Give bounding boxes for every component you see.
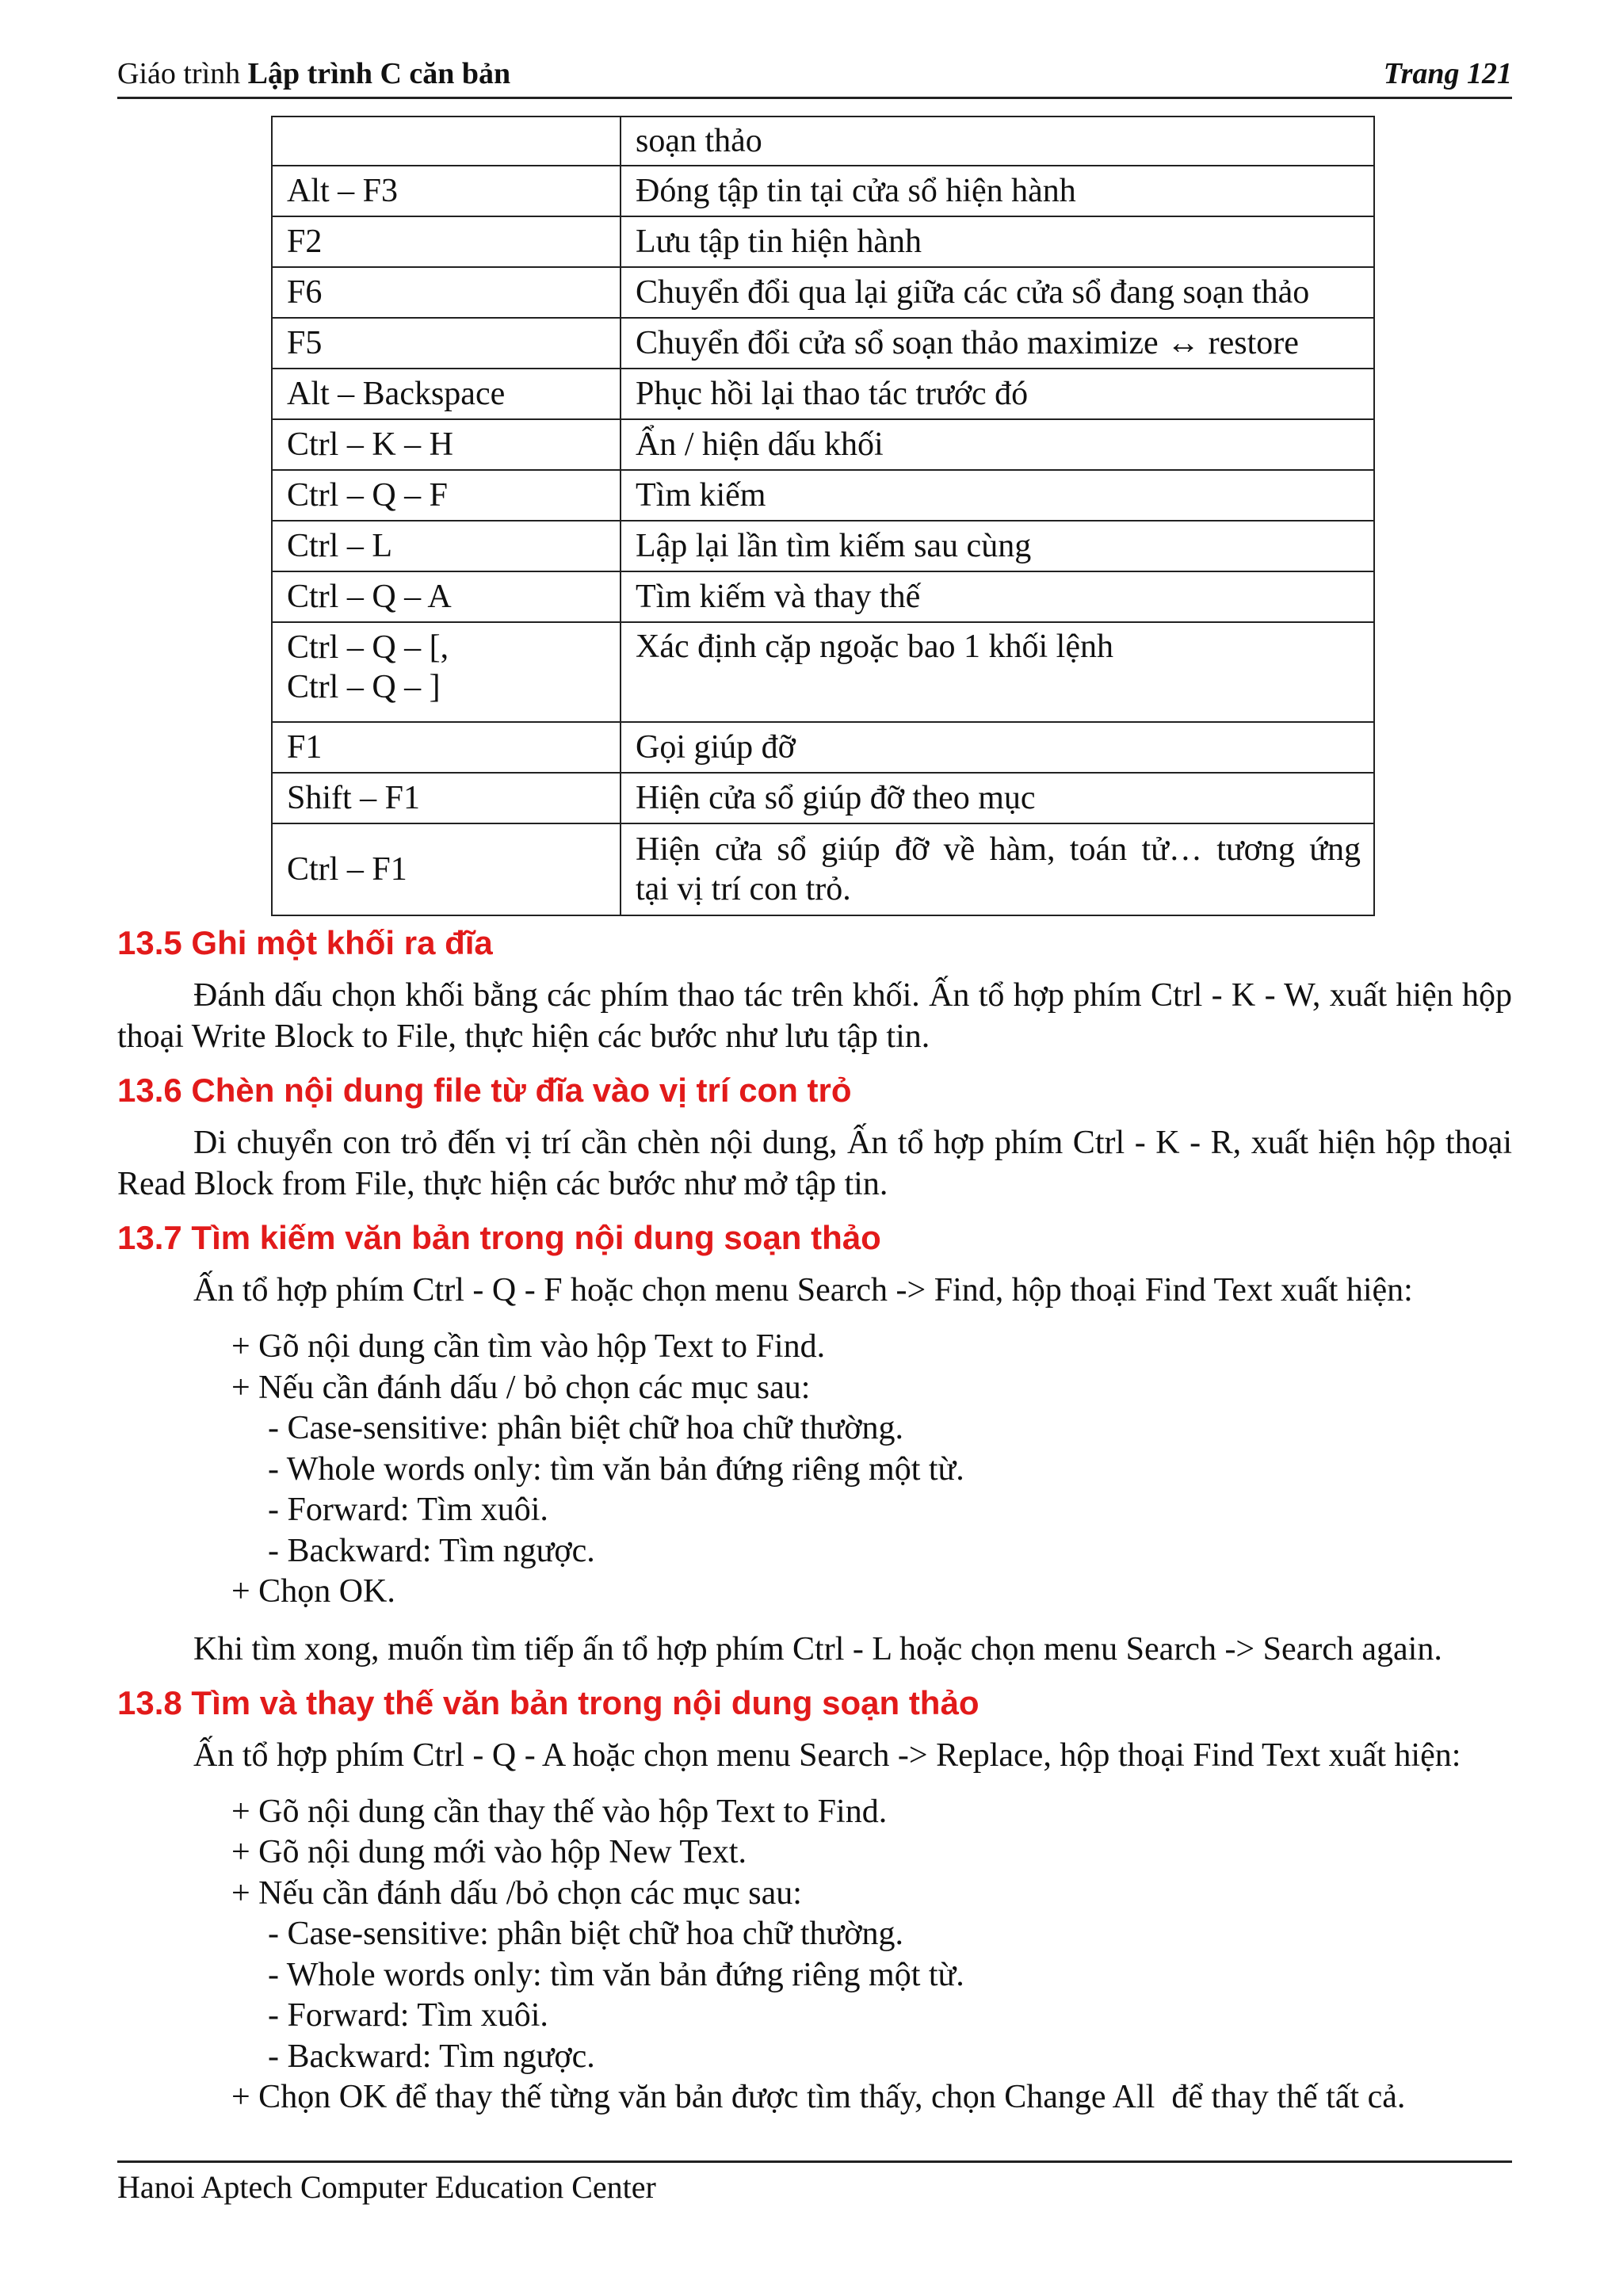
table-row <box>272 571 1374 622</box>
key-cell: Alt – F3 <box>272 166 621 216</box>
desc-cell: Lập lại lần tìm kiếm sau cùng <box>621 521 1374 571</box>
option-item: - Whole words only: tìm văn bản đứng riêng một từ. <box>268 1956 964 1993</box>
section-heading: 13.8 Tìm và thay thế văn bản trong nội dung soạn thảo <box>117 1683 980 1721</box>
desc-cell: soạn thảo <box>621 117 1374 166</box>
section-paragraph: Di chuyển con trỏ đến vị trí cần chèn nội dung, Ấn tổ hợp phím Ctrl - K - R, xuất hiện hộp thoại Read Block from File, thực hiện các bước như mở tập tin. <box>117 1125 1512 1202</box>
option-item: - Backward: Tìm ngược. <box>268 1532 595 1569</box>
key-cell: Ctrl – K – H <box>272 419 621 470</box>
desc-line: Hiện cửa sổ giúp đỡ về hàm, toán tử… tương ứng <box>636 831 1361 868</box>
page-number: Trang 121 <box>1383 57 1512 90</box>
table-row <box>272 823 1374 915</box>
key-cell: Shift – F1 <box>272 773 621 823</box>
step-item: + Gõ nội dung cần tìm vào hộp Text to Find. <box>231 1328 826 1365</box>
section-heading: 13.7 Tìm kiếm văn bản trong nội dung soạn thảo <box>117 1219 881 1256</box>
desc-cell: Xác định cặp ngoặc bao 1 khối lệnh <box>621 622 1374 722</box>
section-intro: Ấn tổ hợp phím Ctrl - Q - A hoặc chọn menu Search -> Replace, hộp thoại Find Text xuất hiện: <box>193 1736 1461 1774</box>
step-item: + Gõ nội dung mới vào hộp New Text. <box>231 1834 747 1870</box>
table-row <box>272 369 1374 419</box>
step-item: + Chọn OK để thay thế từng văn bản được tìm thấy, chọn Change All để thay thế tất cả. <box>231 2079 1406 2115</box>
section-intro: Ấn tổ hợp phím Ctrl - Q - F hoặc chọn menu Search -> Find, hộp thoại Find Text xuất hiện: <box>193 1272 1413 1308</box>
option-item: - Backward: Tìm ngược. <box>268 2038 595 2075</box>
key-cell: Ctrl – L <box>272 521 621 571</box>
option-item: - Case-sensitive: phân biệt chữ hoa chữ thường. <box>268 1916 903 1952</box>
desc-cell <box>621 823 1374 915</box>
key-cell <box>272 622 621 722</box>
table-row <box>272 722 1374 773</box>
key-line: Ctrl – Q – ] <box>287 669 441 705</box>
key-cell: Alt – Backspace <box>272 369 621 419</box>
key-cell: F6 <box>272 267 621 318</box>
table-row <box>272 419 1374 470</box>
key-cell: Ctrl – F1 <box>272 823 621 915</box>
shortcut-table <box>271 116 1375 916</box>
section-heading: 13.5 Ghi một khối ra đĩa <box>117 924 493 961</box>
desc-cell: Hiện cửa sổ giúp đỡ theo mục <box>621 773 1374 823</box>
desc-cell: Chuyển đổi cửa sổ soạn thảo maximize ↔ restore <box>621 318 1374 369</box>
option-item: - Whole words only: tìm văn bản đứng riêng một từ. <box>268 1450 964 1488</box>
key-cell: F2 <box>272 216 621 267</box>
table-row <box>272 318 1374 369</box>
step-item: + Chọn OK. <box>231 1573 395 1610</box>
step-item: + Gõ nội dung cần thay thế vào hộp Text to Find. <box>231 1793 888 1830</box>
table-row <box>272 622 1374 722</box>
desc-line: tại vị trí con trỏ. <box>636 871 851 907</box>
desc-cell: Lưu tập tin hiện hành <box>621 216 1374 267</box>
page-content <box>117 919 1512 2126</box>
option-item: - Forward: Tìm xuôi. <box>268 1997 548 2034</box>
key-cell: Ctrl – Q – F <box>272 470 621 521</box>
table-row <box>272 117 1374 166</box>
table-row <box>272 216 1374 267</box>
option-item: - Case-sensitive: phân biệt chữ hoa chữ thường. <box>268 1410 903 1446</box>
key-cell: F1 <box>272 722 621 773</box>
section-outro: Khi tìm xong, muốn tìm tiếp ấn tổ hợp phím Ctrl - L hoặc chọn menu Search -> Search again. <box>193 1630 1442 1668</box>
page-footer: Hanoi Aptech Computer Education Center <box>117 2160 1512 2212</box>
step-item: + Nếu cần đánh dấu /bỏ chọn các mục sau: <box>231 1874 802 1912</box>
desc-cell: Ẩn / hiện dấu khối <box>621 419 1374 470</box>
table-row <box>272 773 1374 823</box>
desc-cell: Gọi giúp đỡ <box>621 722 1374 773</box>
step-item: + Nếu cần đánh dấu / bỏ chọn các mục sau: <box>231 1369 811 1406</box>
desc-cell: Tìm kiếm <box>621 470 1374 521</box>
header-course <box>117 51 510 97</box>
desc-cell: Phục hồi lại thao tác trước đó <box>621 369 1374 419</box>
step-list <box>117 1320 1512 1621</box>
desc-cell: Chuyển đổi qua lại giữa các cửa sổ đang soạn thảo <box>621 267 1374 318</box>
header-title: Lập trình C căn bản <box>247 57 511 90</box>
table-row <box>272 470 1374 521</box>
table-row <box>272 521 1374 571</box>
desc-cell: Đóng tập tin tại cửa sổ hiện hành <box>621 166 1374 216</box>
table-row <box>272 166 1374 216</box>
key-cell: Ctrl – Q – A <box>272 571 621 622</box>
section-paragraph: Đánh dấu chọn khối bằng các phím thao tác trên khối. Ấn tổ hợp phím Ctrl - K - W, xuất hiện hộp thoại Write Block to File, thực hiện các bước như lưu tập tin. <box>117 977 1512 1055</box>
step-list <box>117 1786 1512 2126</box>
key-cell: F5 <box>272 318 621 369</box>
table-row <box>272 267 1374 318</box>
header-prefix: Giáo trình <box>117 57 241 90</box>
page-header <box>117 51 1512 99</box>
key-line: Ctrl – Q – [, <box>287 629 449 666</box>
section-heading: 13.6 Chèn nội dung file từ đĩa vào vị trí con trỏ <box>117 1072 852 1109</box>
key-cell <box>272 117 621 166</box>
desc-cell: Tìm kiếm và thay thế <box>621 571 1374 622</box>
option-item: - Forward: Tìm xuôi. <box>268 1492 548 1528</box>
